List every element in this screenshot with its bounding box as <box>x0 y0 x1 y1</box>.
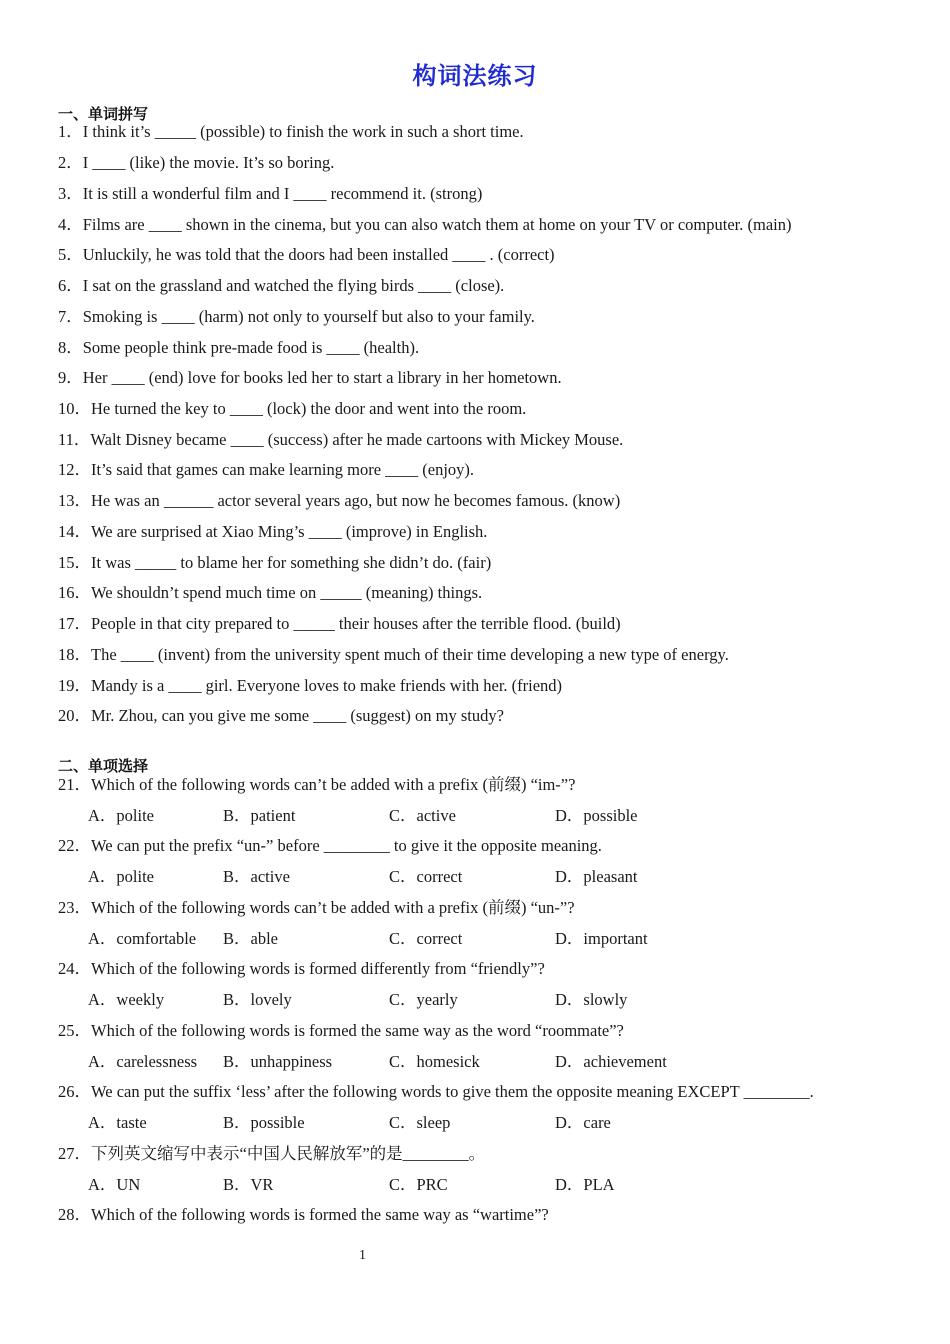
option-b: B．VR <box>223 1175 274 1194</box>
option-b: B．patient <box>223 806 296 825</box>
options-27 <box>88 1175 848 1195</box>
option-c: C．PRC <box>389 1175 448 1194</box>
option-a: A．weekly <box>88 990 165 1009</box>
option-d: D．important <box>555 929 648 948</box>
option-d: D．achievement <box>555 1052 667 1071</box>
option-a: A．carelessness <box>88 1052 198 1071</box>
page-title: 构词法练习 <box>412 62 538 90</box>
question-14: 14．We are surprised at Xiao Ming’s ____ (improve) in English. <box>58 522 488 541</box>
options-26 <box>88 1113 848 1133</box>
question-18: 18．The ____ (invent) from the university spent much of their time developing a new type of energy. <box>58 645 729 664</box>
options-24 <box>88 990 848 1010</box>
options-22 <box>88 867 848 887</box>
question-17: 17．People in that city prepared to _____ their houses after the terrible flood. (build) <box>58 614 621 633</box>
option-b: B．possible <box>223 1113 305 1132</box>
option-b: B．unhappiness <box>223 1052 333 1071</box>
question-28: 28．Which of the following words is formed the same way as “wartime”? <box>58 1205 549 1224</box>
question-16: 16．We shouldn’t spend much time on _____ (meaning) things. <box>58 583 483 602</box>
option-c: C．yearly <box>389 990 458 1009</box>
option-d: D．pleasant <box>555 867 638 886</box>
option-d: D．PLA <box>555 1175 615 1194</box>
option-b: B．active <box>223 867 290 886</box>
options-25 <box>88 1052 848 1072</box>
question-4: 4．Films are ____ shown in the cinema, but you can also watch them at home on your TV or computer. (main) <box>58 215 792 234</box>
question-8: 8．Some people think pre-made food is ____ (health). <box>58 338 420 357</box>
question-11: 11．Walt Disney became ____ (success) after he made cartoons with Mickey Mouse. <box>58 430 624 449</box>
question-7: 7．Smoking is ____ (harm) not only to yourself but also to your family. <box>58 307 535 326</box>
option-b: B．lovely <box>223 990 292 1009</box>
question-22: 22．We can put the prefix “un-” before ________ to give it the opposite meaning. <box>58 836 602 855</box>
question-6: 6．I sat on the grassland and watched the flying birds ____ (close). <box>58 276 505 295</box>
page-number: 1 <box>359 1248 366 1263</box>
option-a: A．polite <box>88 806 154 825</box>
section-heading-spelling: 一、单词拼写 <box>58 105 149 123</box>
option-b: B．able <box>223 929 278 948</box>
question-15: 15．It was _____ to blame her for something she didn’t do. (fair) <box>58 553 492 572</box>
question-3: 3．It is still a wonderful film and I ____ recommend it. (strong) <box>58 184 483 203</box>
question-27: 27．下列英文缩写中表示“中国人民解放军”的是________。 <box>58 1144 486 1163</box>
option-d: D．slowly <box>555 990 628 1009</box>
section-heading-multiple-choice: 二、单项选择 <box>58 757 149 775</box>
option-c: C．sleep <box>389 1113 451 1132</box>
question-10: 10．He turned the key to ____ (lock) the door and went into the room. <box>58 399 527 418</box>
question-19: 19．Mandy is a ____ girl. Everyone loves to make friends with her. (friend) <box>58 676 563 695</box>
question-25: 25．Which of the following words is formed the same way as the word “roommate”? <box>58 1021 624 1040</box>
option-c: C．correct <box>389 867 463 886</box>
option-a: A．comfortable <box>88 929 197 948</box>
question-9: 9．Her ____ (end) love for books led her to start a library in her hometown. <box>58 368 562 387</box>
question-2: 2．I ____ (like) the movie. It’s so boring. <box>58 153 335 172</box>
question-21: 21．Which of the following words can’t be added with a prefix (前缀) “im-”? <box>58 775 576 794</box>
question-24: 24．Which of the following words is formed differently from “friendly”? <box>58 959 545 978</box>
option-a: A．polite <box>88 867 154 886</box>
question-12: 12．It’s said that games can make learning more ____ (enjoy). <box>58 460 475 479</box>
option-d: D．possible <box>555 806 638 825</box>
question-13: 13．He was an ______ actor several years ago, but now he becomes famous. (know) <box>58 491 621 510</box>
option-c: C．correct <box>389 929 463 948</box>
question-5: 5．Unluckily, he was told that the doors had been installed ____ . (correct) <box>58 245 555 264</box>
option-a: A．taste <box>88 1113 147 1132</box>
question-1: 1．I think it’s _____ (possible) to finish the work in such a short time. <box>58 122 524 141</box>
option-c: C．active <box>389 806 456 825</box>
option-d: D．care <box>555 1113 611 1132</box>
question-23: 23．Which of the following words can’t be added with a prefix (前缀) “un-”? <box>58 898 575 917</box>
question-26: 26．We can put the suffix ‘less’ after the following words to give them the opposite meaning EXCEPT ________. <box>58 1082 814 1101</box>
option-a: A．UN <box>88 1175 141 1194</box>
option-c: C．homesick <box>389 1052 480 1071</box>
options-23 <box>88 929 848 949</box>
question-20: 20．Mr. Zhou, can you give me some ____ (suggest) on my study? <box>58 706 504 725</box>
options-21 <box>88 806 848 826</box>
